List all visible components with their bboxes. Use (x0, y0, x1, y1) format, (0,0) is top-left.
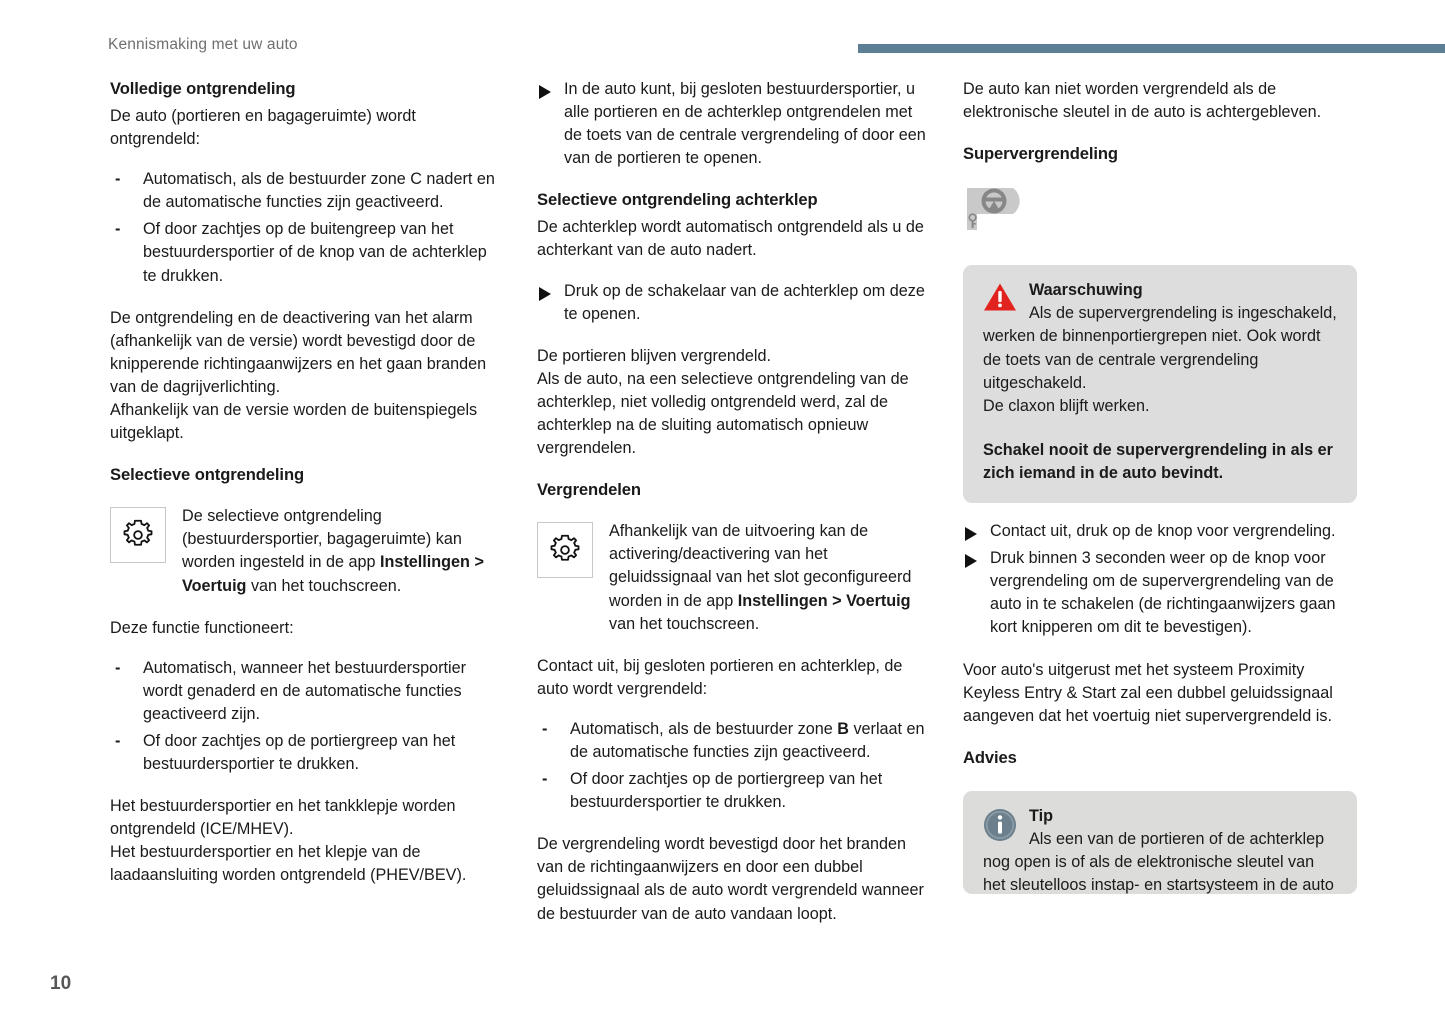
page-header-title: Kennismaking met uw auto (108, 36, 298, 53)
zone-label: B (837, 719, 849, 738)
dashboard-steering-wheel-key-icon (963, 184, 1039, 236)
tip-callout-body (983, 805, 1337, 894)
warning-triangle-icon (983, 282, 1017, 312)
paragraph-sleutel-achtergebleven: De auto kan niet worden vergrendeld als de elektronische sleutel in de auto is achtergebleven. (963, 80, 1322, 122)
paragraph-vergrendeling-bevestigd: De vergrendeling wordt bevestigd door het branden van de richtingaanwijzers en door een dubbel geluidssignaal als de auto wordt vergrendeld wanneer de bestuurder van de auto vandaan loopt. (537, 835, 924, 923)
gear-callout-vergrendelen (537, 520, 931, 635)
gear-callout-selectieve-ontgrendeling (110, 505, 504, 597)
paragraph-achterklep-opnieuw: Als de auto, na een selectieve ontgrendeling van de achterklep, niet volledig ontgrendeld werd, zal de achterklep na de sluiting automatisch opnieuw vergrendelen. (537, 369, 909, 458)
gear-callout-text (182, 505, 504, 597)
section-heading-selectieve-ontgrendeling-achterklep: Selectieve ontgrendeling achterklep (537, 190, 818, 210)
warning-callout (963, 265, 1357, 503)
list-item-pre: Automatisch, als de bestuurder zone (570, 719, 838, 738)
page-number: 10 (50, 973, 72, 994)
page-header (0, 0, 1445, 62)
tip-callout (963, 791, 1357, 894)
list-item: - Of door zachtjes op de buitengreep van het bestuurdersportier of de knop van de achterklep te drukken. (110, 218, 504, 287)
gear-note-bold: Instellingen > Voertuig (737, 591, 911, 610)
section-heading-volledige-ontgrendeling: Volledige ontgrendeling (110, 79, 296, 98)
page-body (0, 78, 1445, 958)
paragraph-proximity-keyless: Voor auto's uitgerust met het systeem Proximity Keyless Entry & Start zal een dubbel geluidssignaal aangeven dat het voertuig niet supervergrendeld is. (963, 660, 1333, 725)
list-item: - Automatisch, wanneer het bestuurdersportier wordt genaderd en de automatische functies geactiveerd zijn. (110, 657, 504, 726)
gear-note-bold: Instellingen > Voertuig (182, 553, 484, 595)
list-item: In de auto kunt, bij gesloten bestuurdersportier, u alle portieren en de achterklep ontgrendelen met de toets van de centrale vergrendeling of door een van de portieren te openen. (537, 78, 931, 170)
gear-icon (547, 532, 583, 568)
paragraph-portieren-vergrendeld: De portieren blijven vergrendeld. (537, 346, 771, 365)
gear-icon-box (110, 507, 166, 563)
list-arrow-supervergrendeling (963, 520, 1357, 639)
tip-label: Tip (1029, 806, 1053, 825)
warning-text: Als de supervergrendeling is ingeschakeld, werken de binnenportiergrepen niet. Ook wordt de toets van de centrale vergrendeling uitgeschakeld. (983, 304, 1337, 392)
gear-icon-box (537, 522, 593, 578)
paragraph-deze-functie: Deze functie functioneert: (110, 618, 294, 637)
paragraph-achterklep-automatisch: De achterklep wordt automatisch ontgrendeld als u de achterkant van de auto nadert. (537, 218, 924, 260)
section-heading-advies: Advies (963, 747, 1017, 767)
tip-text: Als een van de portieren of de achterklep nog open is of als de elektronische sleutel van het sleutelloos instap- en startsysteem in de auto (983, 829, 1334, 894)
list-item: - Automatisch, als de bestuurder zone C nadert en de automatische functies zijn geactiveerd. (110, 168, 504, 214)
column-left (110, 78, 504, 888)
warning-callout-body (983, 279, 1337, 485)
list-selectieve-ontgrendeling (110, 657, 504, 776)
paragraph-contact-uit: Contact uit, bij gesloten portieren en achterklep, de auto wordt vergrendeld: (537, 656, 903, 698)
gear-note-part2: van het touchscreen. (246, 576, 402, 595)
gear-note-part2: van het touchscreen. (609, 614, 760, 633)
warning-text-2: De claxon blijft werken. (983, 396, 1150, 415)
list-item: Contact uit, druk op de knop voor vergrendeling. (963, 520, 1357, 543)
section-heading-supervergrendeling: Supervergrendeling (963, 144, 1118, 164)
section-heading-vergrendelen: Vergrendelen (537, 480, 641, 500)
list-item: Druk binnen 3 seconden weer op de knop voor vergrendeling om de supervergrendeling van de auto in te schakelen (de richtingaanwijzers gaan kort knipperen om dit te bevestigen). (963, 547, 1357, 639)
list-item: - Of door zachtjes op de portiergreep van het bestuurdersportier te drukken. (110, 730, 504, 776)
column-right (963, 78, 1357, 894)
paragraph-tankklepje: Het bestuurdersportier en het tankklepje worden ontgrendeld (ICE/MHEV). (110, 797, 456, 839)
list-arrow-in-de-auto (537, 78, 931, 170)
section-heading-selectieve-ontgrendeling: Selectieve ontgrendeling (110, 465, 305, 485)
paragraph-laadaansluiting: Het bestuurdersportier en het klepje van de laadaansluiting worden ontgrendeld (PHEV/BEV). (110, 843, 467, 885)
column-middle (537, 78, 931, 926)
list-item-post: verlaat en de automatische functies zijn geactiveerd. (570, 719, 925, 761)
gear-note-part1: Afhankelijk van de uitvoering kan de activering/deactivering van het geluidssignaal van het slot geconfigureerd worden in de app (609, 522, 912, 610)
list-item: - Of door zachtjes op de portiergreep van het bestuurdersportier te drukken. (537, 768, 931, 814)
paragraph-intro: De auto (portieren en bagageruimte) wordt ontgrendeld: (110, 107, 416, 149)
list-item (537, 718, 931, 764)
gear-note-part1: De selectieve ontgrendeling (bestuurdersportier, bagageruimte) kan worden ingesteld in de app (182, 507, 462, 572)
header-accent-rule (858, 44, 1445, 53)
list-volledige-ontgrendeling (110, 168, 504, 287)
paragraph-ontgrendeling-bevestiging: De ontgrendeling en de deactivering van het alarm (afhankelijk van de versie) wordt bevestigd door de knipperende richtingaanwijzers en het gaan branden van de dagrijverlichting. (110, 308, 487, 396)
warning-label: Waarschuwing (1029, 281, 1143, 300)
list-vergrendelen (537, 718, 931, 814)
warning-text-strong: Schakel nooit de supervergrendeling in als er zich iemand in de auto bevindt. (983, 440, 1333, 482)
gear-callout-text (609, 520, 931, 635)
gear-icon (120, 517, 156, 553)
list-arrow-schakelaar (537, 280, 931, 326)
paragraph-buitenspiegels: Afhankelijk van de versie worden de buitenspiegels uitgeklapt. (110, 401, 478, 443)
list-item: Druk op de schakelaar van de achterklep om deze te openen. (537, 280, 931, 326)
info-circle-icon (983, 808, 1017, 842)
